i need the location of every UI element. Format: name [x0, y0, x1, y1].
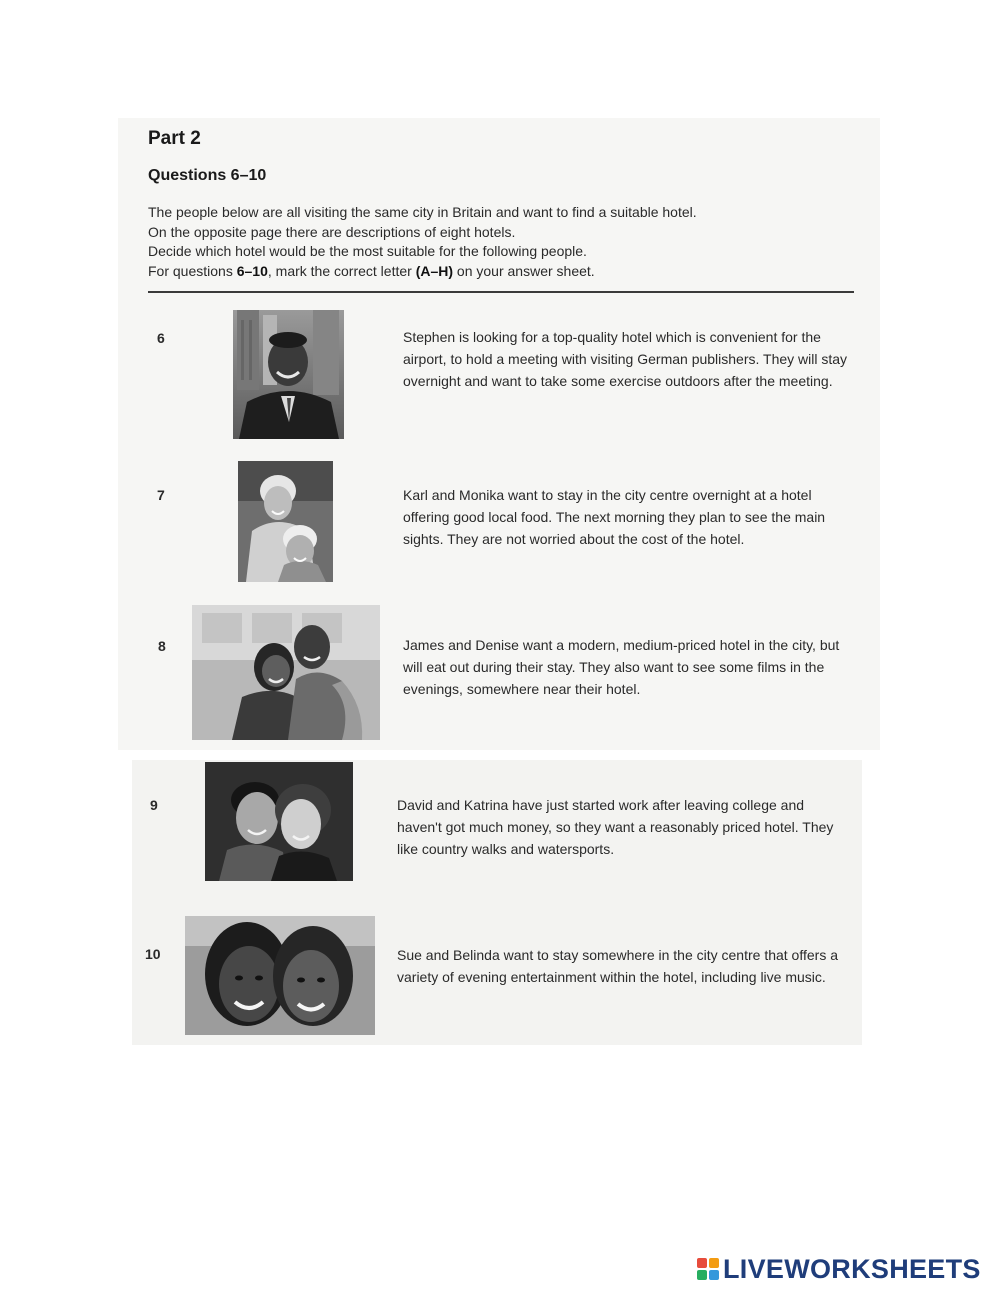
logo-blocks-icon — [697, 1258, 719, 1280]
two-women-photo — [185, 916, 375, 1035]
logo-text: LIVEWORKSHEETS — [723, 1253, 981, 1284]
logo-block — [709, 1270, 719, 1280]
question-text-10: Sue and Belinda want to stay somewhere in the city centre that offers a variety of evening entertainment within the hotel, including live music. — [397, 947, 838, 985]
question-number-9: 9 — [150, 797, 158, 813]
couple-smiling-photo — [192, 605, 380, 740]
question-number-8: 8 — [158, 638, 166, 654]
questions-title: Questions 6–10 — [148, 167, 267, 184]
instruction-line: Decide which hotel would be the most suitable for the following people. — [148, 243, 587, 259]
instructions — [148, 203, 848, 281]
question-text-6: Stephen is looking for a top-quality hotel which is convenient for the airport, to hold a meeting with visiting German publishers. They will stay overnight and want to take some exercise outdoors after the meeting. — [403, 329, 848, 389]
letter-range: (A–H) — [415, 262, 454, 279]
divider-rule — [148, 291, 854, 293]
question-text-8: James and Denise want a modern, medium-priced hotel in the city, but will eat out during their stay. They also want to see some films in the evenings, somewhere near their hotel. — [403, 637, 840, 697]
question-number-10: 10 — [145, 946, 161, 962]
question-number-7: 7 — [157, 487, 165, 503]
instruction-final-mid: , mark the correct letter — [267, 262, 416, 279]
logo-block — [697, 1270, 707, 1280]
logo-block — [709, 1258, 719, 1268]
instruction-line-final — [148, 262, 848, 282]
instruction-line: The people below are all visiting the same city in Britain and want to find a suitable hotel. — [148, 204, 697, 220]
liveworksheets-logo[interactable] — [697, 1252, 981, 1286]
young-couple-photo — [205, 762, 353, 881]
question-text-7: Karl and Monika want to stay in the city centre overnight at a hotel offering good local food. The next morning they plan to see the main sights. They are not worried about the cost of the hotel. — [403, 487, 826, 547]
question-range: 6–10 — [236, 262, 268, 279]
man-in-suit-photo — [233, 310, 344, 439]
instruction-line: On the opposite page there are descriptions of eight hotels. — [148, 223, 516, 240]
instruction-final-post: on your answer sheet. — [453, 262, 595, 279]
part-title: Part 2 — [148, 128, 201, 149]
older-couple-photo — [238, 461, 333, 582]
logo-block — [697, 1258, 707, 1268]
question-number-6: 6 — [157, 330, 165, 346]
instruction-final-pre: For questions — [148, 262, 237, 279]
question-text-9: David and Katrina have just started work after leaving college and haven't got much money, so they want a reasonably priced hotel. They like country walks and watersports. — [397, 797, 834, 857]
